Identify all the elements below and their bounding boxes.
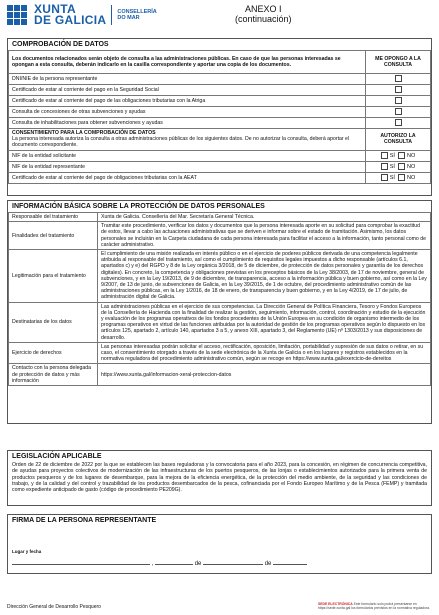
yes-checkbox[interactable] [381,152,388,159]
logo-line2: DE GALICIA [34,13,107,27]
opongo-checkbox[interactable] [395,97,402,104]
yes-label: SÍ [389,174,395,181]
annex-subtitle: (continuación) [235,14,292,24]
proteccion-row-text: Las administraciones públicas en el ejercicio de sus competencias. La Dirección General de Política Financiera, Tesoro y Fondos Europeos de la Consellería de Hacienda con la finalidad de realizar la gestión, seguimiento, información, control, coordinación y estudio de la ejecución y evaluación de los programas operativos de los fondos procedentes de la Unión Europea en su condición de organismo intermedio de los programas operativos en virtud de las funciones atribuidas por la autoridad de gestión de los programas operativos según lo dispuesto en los artículos 125, apartado 2, artículo 140, apartados 3 a 5, y anexo XIII, apartado 3, del Reglamento (UE) nº 1303/2013 y sus disposiciones de desarrollo. [98,302,431,342]
xunta-logo [7,4,157,26]
proteccion-row-label: Destinatarias de los datos [9,302,98,342]
comprobacion-item: Certificado de estar al corriente del pago en la Seguridad Social [9,85,366,96]
place-date-fields [12,556,307,567]
comprobacion-title: COMPROBACIÓN DE DATOS [12,41,109,48]
comprobacion-table [8,50,431,184]
comprobacion-item: Consulta de inhabilitaciones para obtener subvenciones y ayudas [9,118,366,129]
yes-no-choice [366,150,431,161]
legislacion-title: LEGISLACIÓN APLICABLE [12,453,102,460]
consent-block [9,129,366,151]
yes-label: SÍ [389,152,395,159]
opongo-checkbox[interactable] [395,86,402,93]
no-label: NO [407,152,416,159]
comprobacion-item: Certificado de estar al corriente del pago de las obligaciones tributarias con la Atriga [9,96,366,107]
no-label: NO [407,163,416,170]
proteccion-table [8,212,431,386]
proteccion-section [7,200,432,424]
xunta-emblem-icon [7,5,29,25]
autorizo-header: AUTORIZO LA CONSULTA [366,129,431,151]
footer-directorate: Dirección General de Desarrollo Pesquero [7,604,101,610]
logo-line1: XUNTA [34,2,76,16]
yes-checkbox[interactable] [381,174,388,181]
de-label-1: de [194,561,202,567]
proteccion-row-label: Responsable del tratamiento [9,213,98,222]
yes-no-choice [366,161,431,172]
yes-no-choice [366,172,431,183]
consent-item: Certificado de estar al corriente del pago de obligaciones tributarias con la AEAT [9,172,366,183]
de-label-2: de [264,561,272,567]
proteccion-row-label: Contacto con la persona delegada de protección de datos y más información [9,364,98,386]
proteccion-row-text: Las personas interesadas podrán solicitar el acceso, rectificación, oposición, limitación, portabilidad y supresión de sus datos o retirar, en su caso, el consentimiento otorgado a través de la sede electrónica de la Xunta de Galicia o en los lugares y registros establecidos en la normativa reguladora del procedimiento administrativo común, según se recoge en https://www.xunta.gal/exercicio-de-dereitos [98,342,431,364]
comprobacion-intro: Los documentos relacionados serán objeto de consulta a las administraciones públicas. En caso de que las personas interesadas se opongan a esta consulta, deberán indicarlo en la casilla correspondiente y aportar una copia de los documentos. [9,51,366,74]
consent-title: CONSENTIMIENTO PARA LA COMPROBACIÓN DE DATOS [12,130,156,136]
legislacion-section [7,450,432,506]
firma-section [7,514,432,574]
proteccion-row-text: El cumplimiento de una misión realizada en interés público o en el ejercicio de poderes públicos derivada de una competencia legalmente atribuida al responsable del tratamiento, así como el cumplimiento de requisitos legales impuestos a dicho responsable (artículos 6.1, apartados c) y e) del RGPD y 8 de la Ley orgánica 3/2018, de 5 de diciembre, de protección de datos personales y garantía de los derechos digitales). En concreto, la competencia y obligaciones previstas en los preceptos básicos de la Ley 38/2003, de 17 de noviembre, general de subvenciones, y en la Ley 19/2013, de 9 de diciembre, de transparencia, acceso a la información pública y buen gobierno, así como en la Ley 9/2007, de 13 de junio, de subvenciones de Galicia, en la Ley 39/2015, de 1 de octubre, del procedimiento administrativo común de las administraciones públicas, en la Ley 1/2016, de 18 de enero, de transparencia y buen gobierno, y en la Ley 4/2019, de 17 de julio, de administración digital de Galicia. [98,250,431,303]
no-checkbox[interactable] [398,152,405,159]
annex-title: ANEXO I [245,4,282,14]
comprobacion-item: Consulta de concesiones de otras subvenciones y ayudas [9,107,366,118]
sede-brand: SEDE ELECTRÓNICA [318,602,353,606]
proteccion-row-label: Ejercicio de derechos [9,342,98,364]
proteccion-row-label: Legitimación para el tratamiento [9,250,98,303]
dpo-link[interactable]: https://www.xunta.gal/informacion-xeral-proteccion-datos [101,371,232,378]
yes-checkbox[interactable] [381,163,388,170]
year-input[interactable] [273,556,307,565]
consent-text: La persona interesada autoriza la consulta a otras administraciones públicas de los siguientes datos. De no autorizar la consulta, deberá aportar el documento correspondiente. [12,136,350,149]
proteccion-row-text: Tramitar este procedimiento, verificar los datos y documentos que la persona interesada aporte en su solicitud para comprobar la exactitud de estos, llevar a cabo las actuaciones administrativas que se deriven e informar sobre el estado de tramitación. Asimismo, los datos personales se incluirán en la Carpeta ciudadana de cada persona interesada para facilitar el acceso a la información, tanto personal como de carácter administrativo. [98,222,431,250]
proteccion-title: INFORMACIÓN BÁSICA SOBRE LA PROTECCIÓN DE DATOS PERSONALES [12,203,265,210]
month-input[interactable] [203,556,263,565]
no-checkbox[interactable] [398,174,405,181]
place-label: Lugar y fecha [12,549,42,554]
opongo-header: ME OPONGO A LA CONSULTA [366,51,431,74]
opongo-checkbox[interactable] [395,119,402,126]
consent-item: NIF de la entidad representante [9,161,366,172]
yes-label: SÍ [389,163,395,170]
proteccion-row-text: Xunta de Galicia. Consellería del Mar. Secretaría General Técnica. [98,213,431,222]
sede-text: Este formulario solo podrá presentarse en https://sede.xunta.gal los formularios previstos en la normativa reguladora. [318,602,430,610]
firma-title: FIRMA DE LA PERSONA REPRESENTANTE [12,517,157,524]
no-checkbox[interactable] [398,163,405,170]
no-label: NO [407,174,416,181]
legislacion-text: Orden de 22 de diciembre de 2022 por la que se establecen las bases reguladoras y la convocatoria para el año 2023, para la concesión, en régimen de concurrencia competitiva, de ayudas para proyectos colectivos de modernización de las infraestructuras de los puertos pesqueros, de las lonjas o establecimientos autorizados para la primera venta de productos pesqueros y de los lugares de desembarque, para la mejora de la eficiencia energética, de la protección del medio ambiente, de la seguridad y las condiciones de trabajo, y de la calidad y del control y trazabilidad de los productos desembarcados de la pesca, cofinanciada por el Fondo Europeo Marítimo y de la Pesca (FEMP) y tramitada como expediente anticipado de gasto (código de procedimiento PE209G). [12,462,427,494]
proteccion-row-label: Finalidades del tratamiento [9,222,98,250]
opongo-checkbox[interactable] [395,108,402,115]
department-line1: CONSELLERÍA [117,8,157,15]
comprobacion-item: DNI/NIE de la persona representante [9,74,366,85]
place-input[interactable] [12,556,150,565]
department-line2: DO MAR [117,15,140,21]
comprobacion-section [7,38,432,196]
annex-heading [235,4,292,24]
footer-sede-note [318,602,433,610]
page-header [7,4,433,34]
proteccion-row-text[interactable] [98,364,431,386]
day-input[interactable] [155,556,193,565]
comma-label: , [151,561,154,567]
opongo-checkbox[interactable] [395,75,402,82]
consent-item: NIF de la entidad solicitante [9,150,366,161]
